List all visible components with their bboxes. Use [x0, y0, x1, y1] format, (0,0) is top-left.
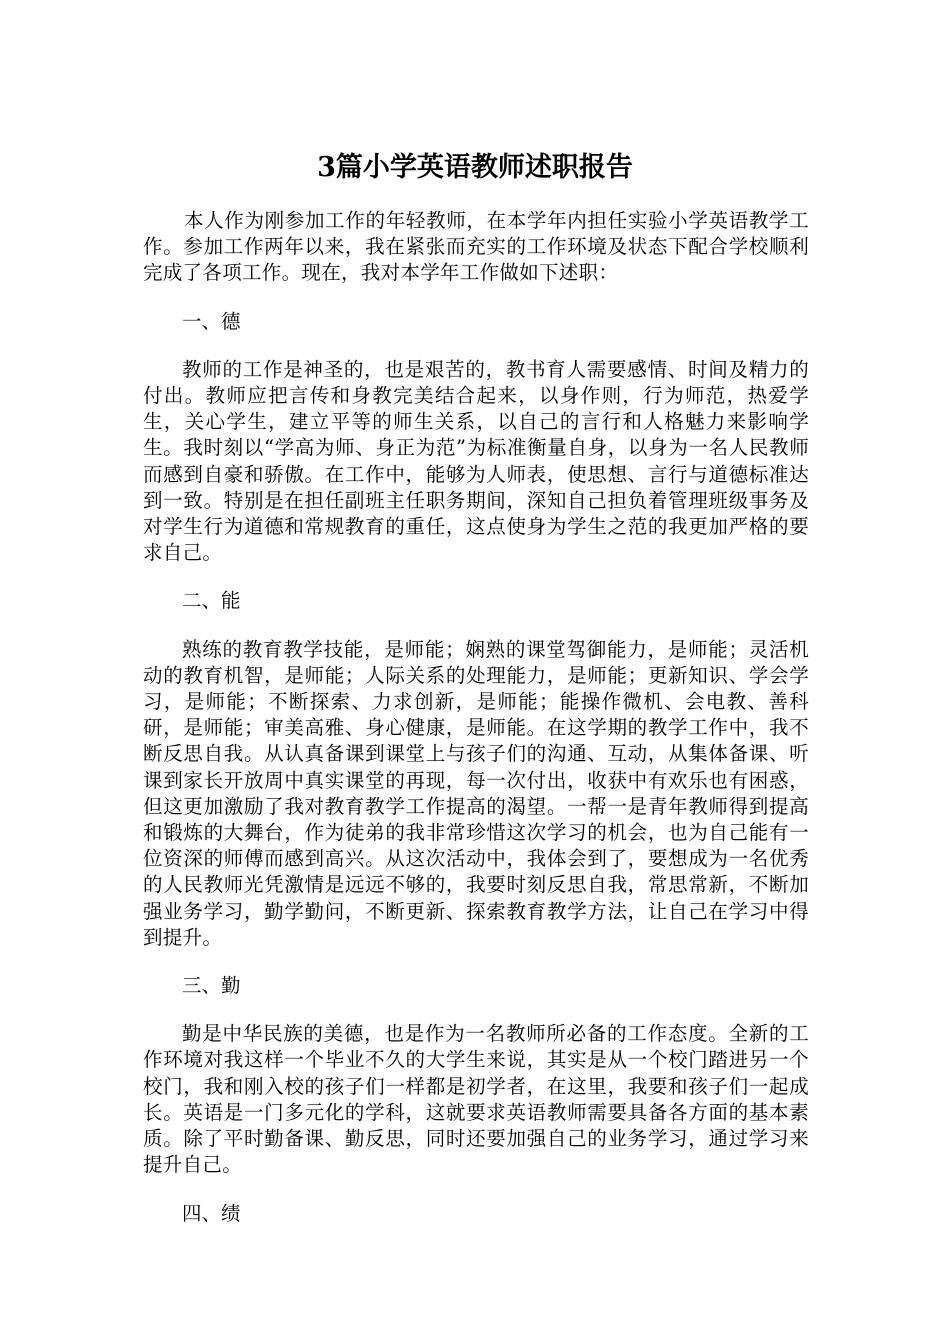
section-body-qin: 勤是中华民族的美德，也是作为一名教师所必备的工作态度。全新的工作环境对我这样一个毕业不久的大学生来说，其实是从一个校门踏进另一个校门，我和刚入校的孩子们一样都是初学者，在这里，我要和孩子们一起成长。英语是一门多元化的学科，这就要求英语教师需要具备各方面的基本素质。除了平时勤备课、勤反思，同时还要加强自己的业务学习，通过学习来提升自己。 — [143, 1022, 809, 1177]
page-title: 3篇小学英语教师述职报告 — [317, 152, 633, 183]
intro-paragraph: 本人作为刚参加工作的年轻教师，在本学年内担任实验小学英语教学工作。参加工作两年以来，我在紧张而充实的工作环境及状态下配合学校顺利完成了各项工作。现在，我对本学年工作做如下述职： — [143, 209, 809, 285]
section-heading-qin: 三、勤 — [182, 974, 241, 998]
section-body-de: 教师的工作是神圣的，也是艰苦的，教书育人需要感情、时间及精力的付出。教师应把言传和身教完美结合起来，以身作则，行为师范，热爱学生，关心学生，建立平等的师生关系，以自己的言行和人格魅力来影响学生。我时刻以“学高为师、身正为范”为标准衡量自身，以身为一名人民教师而感到自豪和骄傲。在工作中，能够为人师表，使思想、言行与道德标准达到一致。特别是在担任副班主任职务期间，深知自己担负着管理班级事务及对学生行为道德和常规教育的重任，这点使身为学生之范的我更加严格的要求自己。 — [143, 357, 809, 565]
section-heading-de: 一、德 — [182, 309, 241, 333]
section-heading-ji: 四、绩 — [182, 1201, 241, 1225]
document-body — [143, 208, 809, 1249]
section-body-neng: 熟练的教育教学技能，是师能；娴熟的课堂驾御能力，是师能；灵活机动的教育机智，是师能；人际关系的处理能力，是师能；更新知识、学会学习，是师能；不断探索、力求创新，是师能；能操作微机、会电教、善科研，是师能；审美高雅、身心健康，是师能。在这学期的教学工作中，我不断反思自我。从认真备课到课堂上与孩子们的沟通、互动，从集体备课、听课到家长开放周中真实课堂的再现，每一次付出，收获中有欢乐也有困惑，但这更加激励了我对教育教学工作提高的渴望。一帮一是青年教师得到提高和锻炼的大舞台，作为徒弟的我非常珍惜这次学习的机会，也为自己能有一位资深的师傅而感到高兴。从这次活动中，我体会到了，要想成为一名优秀的人民教师光凭激情是远远不够的，我要时刻反思自我，常思常新，不断加强业务学习，勤学勤问，不断更新、探索教育教学方法，让自己在学习中得到提升。 — [143, 637, 809, 949]
section-heading-neng: 二、能 — [182, 589, 241, 613]
